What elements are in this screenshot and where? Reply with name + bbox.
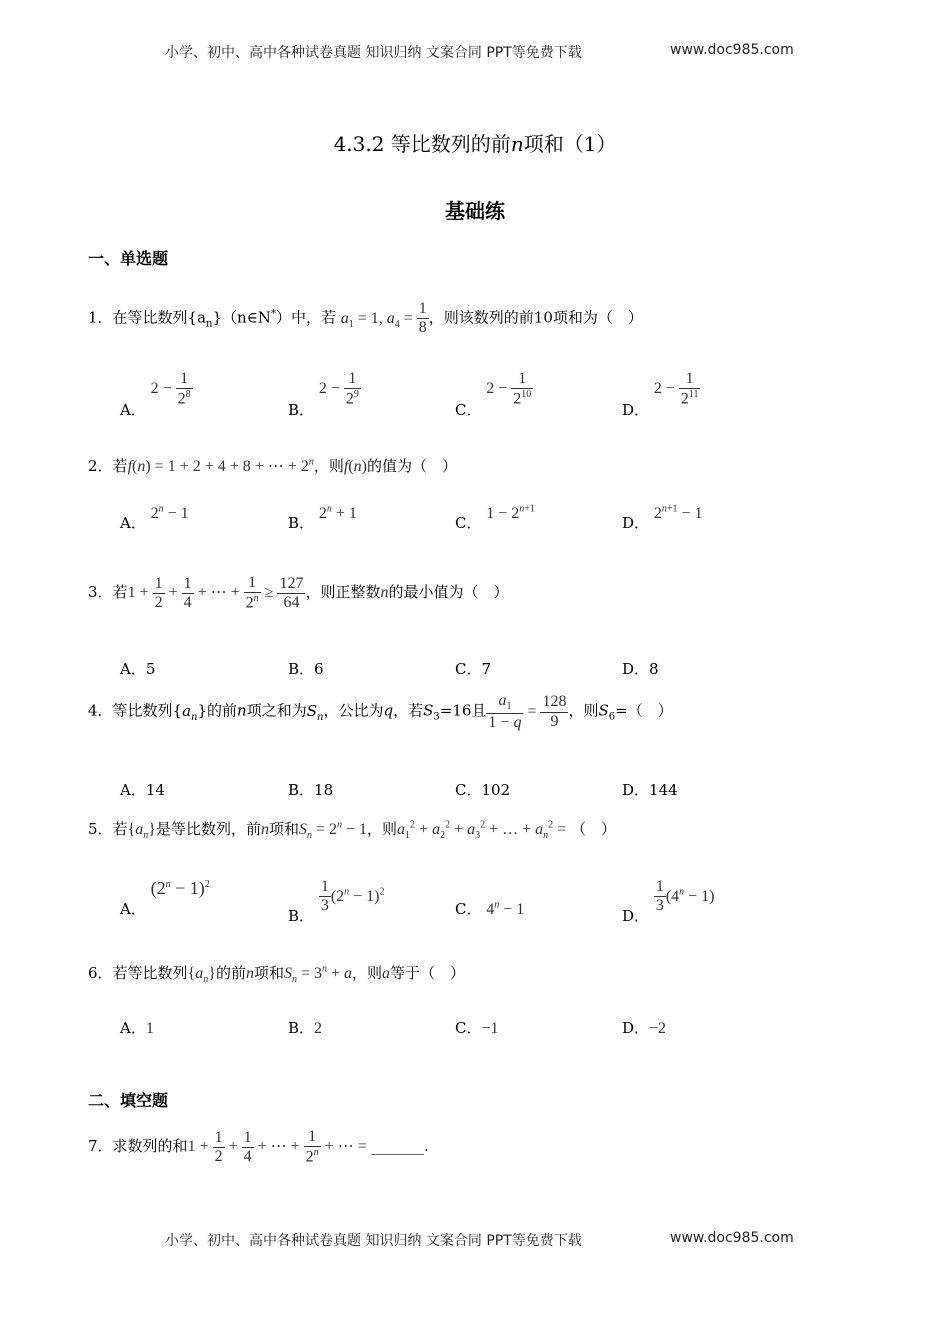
page-subtitle: 基础练 [445, 199, 505, 223]
q6-option-c[interactable]: C．−1 [455, 1019, 499, 1037]
question-4: 4．等比数列$\{a_n\}$的前n项之和为$S_n$，公比为q，若$S_3=16$且 $\frac{a_1}{1 - q}$ = $\frac{128}{9}$ ，则$S_6=$（ ） [88, 692, 673, 731]
question-1: 1．在等比数列$\{a_n\}(n\in N^*)$中，若 $a_1 = 1$, $a_4$ = $\frac{1}{8}$ ，则该数列的前10项和为（ ） [88, 300, 643, 337]
q2-option-c[interactable]: C． $1 - 2^{n+1}$ [455, 503, 535, 532]
q3-option-a[interactable]: A．5 [120, 660, 156, 678]
question-7: 7．求数列的和1 + $\frac{1}{2}$ + $\frac{1}{4}$ + ⋯ + $\frac{1}{2^n}$ + ⋯ = _______. [88, 1128, 429, 1166]
q1-option-c[interactable]: C． 2 − $\frac{1}{2^{10}}$ [455, 370, 532, 420]
q3-option-d[interactable]: D．8 [622, 660, 659, 678]
q4-option-b[interactable]: B．18 [288, 781, 334, 799]
question-3: 3．若1 + $\frac{1}{2}$ + $\frac{1}{4}$ + ⋯ + $\frac{1}{2^n}$ ≥ $\frac{127}{64}$ ，则正整数n的最小值为（ ） [88, 574, 509, 612]
question-5: 5．若$\{a_n\}$是等比数列，前n项和$S_n = 2^n - 1$，则$a_1^2 + a_2^2 + a_3^2$ + … + $a_n^2$ = （ ） [88, 819, 616, 842]
section-heading-single-choice: 一、单选题 [88, 249, 169, 268]
q3-option-b[interactable]: B．6 [288, 660, 324, 678]
q5-option-c[interactable]: C． $4^n - 1$ [455, 899, 525, 918]
q3-option-c[interactable]: C．7 [455, 660, 492, 678]
q2-option-a[interactable]: A． $2^n - 1$ [120, 503, 189, 532]
q1-option-b[interactable]: B． 2 − $\frac{1}{2^9}$ [288, 370, 359, 420]
q1-option-a[interactable]: A． 2 − $\frac{1}{2^8}$ [120, 370, 191, 420]
q4-option-c[interactable]: C．102 [455, 781, 511, 799]
header-text: 小学、初中、高中各种试卷真题 知识归纳 文案合同 PPT等免费下载 [165, 45, 582, 61]
q6-option-b[interactable]: B．2 [288, 1019, 323, 1037]
q5-option-d[interactable]: D． $\frac{1}{3}$ $(4^n - 1)$ [622, 878, 715, 925]
q2-option-d[interactable]: D． $2^{n+1} - 1$ [622, 503, 703, 532]
answer-blank[interactable]: _______. [371, 1137, 429, 1156]
footer-url[interactable]: www.doc985.com [670, 1230, 794, 1246]
section-heading-fill-in: 二、填空题 [88, 1091, 169, 1110]
q4-option-a[interactable]: A．14 [120, 781, 165, 799]
page-title: 4.3.2 等比数列的前n项和（1） [333, 132, 617, 156]
q6-option-d[interactable]: D．−2 [622, 1019, 667, 1037]
footer-text: 小学、初中、高中各种试卷真题 知识归纳 文案合同 PPT等免费下载 [165, 1233, 582, 1249]
q5-option-b[interactable]: B． $\frac{1}{3}$ $(2^n - 1)^2$ [288, 878, 385, 925]
header-url[interactable]: www.doc985.com [670, 42, 794, 58]
q5-option-a[interactable]: A． $(2^n - 1)^2$ [120, 878, 210, 918]
q4-option-d[interactable]: D．144 [622, 781, 678, 799]
question-6: 6．若等比数列$\{a_n\}$的前n项和$S_n = 3^n + a$，则a等于（ ） [88, 963, 466, 986]
question-2: 2．若f(n) = 1 + 2 + 4 + 8 + ⋯ + $2^n$，则f(n)的值为（ ） [88, 456, 457, 475]
q2-option-b[interactable]: B． $2^n + 1$ [288, 503, 357, 532]
q6-option-a[interactable]: A．1 [120, 1019, 154, 1037]
q1-option-d[interactable]: D． 2 − $\frac{1}{2^{11}}$ [622, 370, 699, 420]
